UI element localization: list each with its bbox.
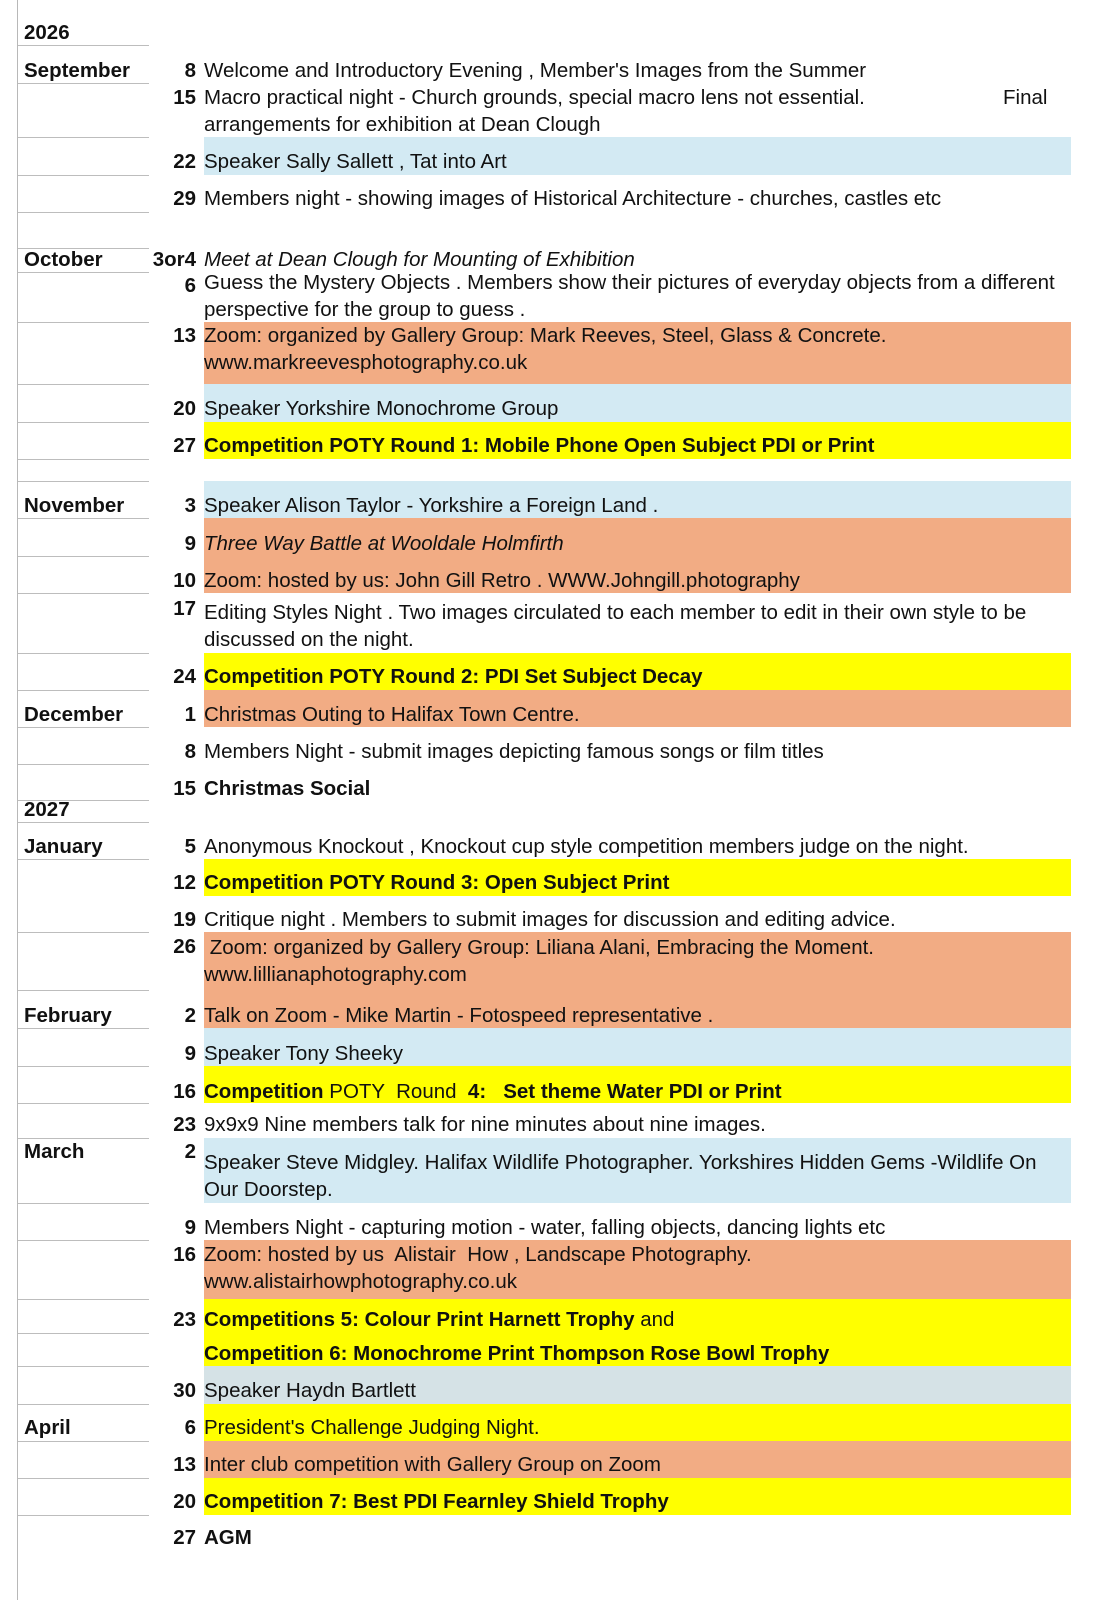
event-text: Zoom: organized by Gallery Group: Mark Reeves, Steel, Glass & Concrete. [204,324,887,347]
month-label: February [24,1004,112,1027]
day-number: 26 [173,935,196,958]
grid-line [18,518,149,519]
event-text: Critique night . Members to submit images for discussion and editing advice. [204,908,896,931]
day-number: 9 [184,1042,196,1065]
event-text: Three Way Battle at Wooldale Holmfirth [204,532,564,555]
event-text [204,1488,669,1515]
grid-line [18,822,149,823]
event-text: AGM [204,1526,252,1549]
day-number: 19 [173,908,196,931]
event-text [204,1340,829,1367]
day-number: 3or4 [152,248,196,271]
day-number: 3 [184,494,196,517]
grid-line [18,556,149,557]
event-text [204,1078,782,1105]
grid-line [18,593,149,594]
grid-line [18,45,149,46]
grid-line [18,1366,149,1367]
month-label: November [24,494,125,517]
event-text: Competition POTY Round 3: Open Subject Print [204,871,670,894]
month-label: September [24,59,130,82]
grid-line [18,1066,149,1067]
day-number: 23 [173,1113,196,1136]
event-text: Christmas Outing to Halifax Town Centre. [204,703,580,726]
grid-line [18,1515,149,1516]
grid-line [18,990,149,991]
event-link[interactable]: www.lillianaphotography.com [204,963,467,986]
grid-line [18,1028,149,1029]
grid-line [18,272,149,273]
event-link[interactable]: www.markreevesphotography.co.uk [204,351,528,374]
grid-line [18,481,149,482]
grid-line [18,212,149,213]
grid-line [18,727,149,728]
grid-line [18,1240,149,1241]
grid-line [18,859,149,860]
day-number: 30 [173,1379,196,1402]
event-text [204,663,703,690]
event-text: Macro practical night - Church grounds, special macro lens not essential. [204,86,865,109]
day-number: 12 [173,871,196,894]
event-text: Speaker Steve Midgley. Halifax Wildlife Photographer. Yorkshires Hidden Gems -Wildlife On Our Doorstep. [204,1151,1037,1201]
grid-line [18,175,149,176]
event-text: Meet at Dean Clough for Mounting of Exhibition [204,248,635,271]
event-text: Competition 7: Best PDI Fearnley Shield Trophy [204,1490,669,1513]
event-text: Inter club competition with Gallery Group on Zoom [204,1453,661,1476]
event-text: Members Night - submit images depicting famous songs or film titles [204,740,824,763]
event-text: and [634,1308,675,1331]
event-text: arrangements for exhibition at Dean Clough [204,113,601,136]
event-text: Competition 6: Monochrome Print Thompson Rose Bowl Trophy [204,1342,830,1365]
event-text [204,530,564,557]
event-text: POTY Round [323,1080,468,1103]
event-text: Speaker Haydn Bartlett [204,1379,416,1402]
day-number: 1 [184,703,196,726]
day-number: 27 [173,434,196,457]
grid-line [18,83,149,84]
grid-line [18,1333,149,1334]
month-label: January [24,835,103,858]
event-text: Zoom: hosted by us Alistair How , Landscape Photography. [204,1243,752,1266]
day-number: 5 [184,835,196,858]
grid-line [18,932,149,933]
day-number: 2 [184,1140,196,1163]
day-number: 24 [173,665,196,688]
event-text: Zoom: hosted by us: John Gill Retro . WWW.Johngill.photography [204,569,800,592]
day-number: 16 [173,1080,196,1103]
event-text [204,1306,674,1333]
year-label: 2027 [24,798,70,821]
event-text [204,1524,252,1551]
day-number: 17 [173,597,196,620]
grid-line [18,690,149,691]
day-number: 15 [173,777,196,800]
grid-line [18,322,149,323]
day-number: 8 [184,59,196,82]
day-number: 6 [184,1416,196,1439]
event-text: Competition POTY Round 2: PDI Set Subject Decay [204,665,703,688]
month-label: March [24,1140,85,1163]
day-number: 9 [184,532,196,555]
event-text: Competition POTY Round 1: Mobile Phone Open Subject PDI or Print [204,434,875,457]
year-label: 2026 [24,21,70,44]
grid-line [18,1441,149,1442]
month-label: December [24,703,124,726]
day-number: 10 [173,569,196,592]
day-number: 23 [173,1308,196,1331]
event-text: Competitions 5: Colour Print Harnett Trophy [204,1308,635,1331]
grid-line [18,422,149,423]
event-text: Anonymous Knockout , Knockout cup style competition members judge on the night. [204,835,969,858]
day-number: 2 [184,1004,196,1027]
grid-line [18,1203,149,1204]
day-number: 6 [184,274,196,297]
grid-line [18,1299,149,1300]
grid-line [18,384,149,385]
grid-line [18,1478,149,1479]
event-text: President's Challenge Judging Night. [204,1416,540,1439]
day-number: 8 [184,740,196,763]
event-link[interactable]: www.alistairhowphotography.co.uk [204,1270,517,1293]
grid-line [18,459,149,460]
event-text: Editing Styles Night . Two images circulated to each member to edit in their own style to be discussed on the night. [204,601,1027,651]
grid-line [18,1103,149,1104]
grid-line [18,653,149,654]
event-text: Speaker Alison Taylor - Yorkshire a Foreign Land . [204,494,659,517]
event-text [204,432,874,459]
event-text: Speaker Sally Sallett , Tat into Art [204,150,507,173]
day-number: 16 [173,1243,196,1266]
event-text: 9x9x9 Nine members talk for nine minutes about nine images. [204,1113,766,1136]
event-text: Talk on Zoom - Mike Martin - Fotospeed representative . [204,1004,714,1027]
day-number: 13 [173,1453,196,1476]
event-text: Christmas Social [204,777,371,800]
event-text: Members night - showing images of Historical Architecture - churches, castles etc [204,187,942,210]
event-text: 4: Set theme Water PDI or Print [467,1080,782,1103]
event-text: Members Night - capturing motion - water, falling objects, dancing lights etc [204,1216,886,1239]
event-text: Zoom: organized by Gallery Group: Liliana Alani, Embracing the Moment. [204,936,874,959]
day-number: 20 [173,1490,196,1513]
month-label: October [24,248,103,271]
day-number: 9 [184,1216,196,1239]
event-text: Speaker Tony Sheeky [204,1042,404,1065]
grid-line [18,1404,149,1405]
event-text: Guess the Mystery Objects . Members show their pictures of everyday objects from a different perspective for the group to guess . [204,271,1055,321]
day-number: 15 [173,86,196,109]
event-text: Speaker Yorkshire Monochrome Group [204,397,559,420]
grid-line [18,764,149,765]
day-number: 27 [173,1526,196,1549]
day-number: 22 [173,150,196,173]
event-text: Final [1003,86,1048,109]
event-text: Welcome and Introductory Evening , Member's Images from the Summer [204,59,867,82]
grid-line [18,137,149,138]
event-text [204,869,669,896]
month-label: April [24,1416,71,1439]
day-number: 20 [173,397,196,420]
event-text [204,775,370,802]
day-number: 13 [173,324,196,347]
grid-line [18,1138,149,1139]
day-number: 29 [173,187,196,210]
event-text: Competition [204,1080,324,1103]
